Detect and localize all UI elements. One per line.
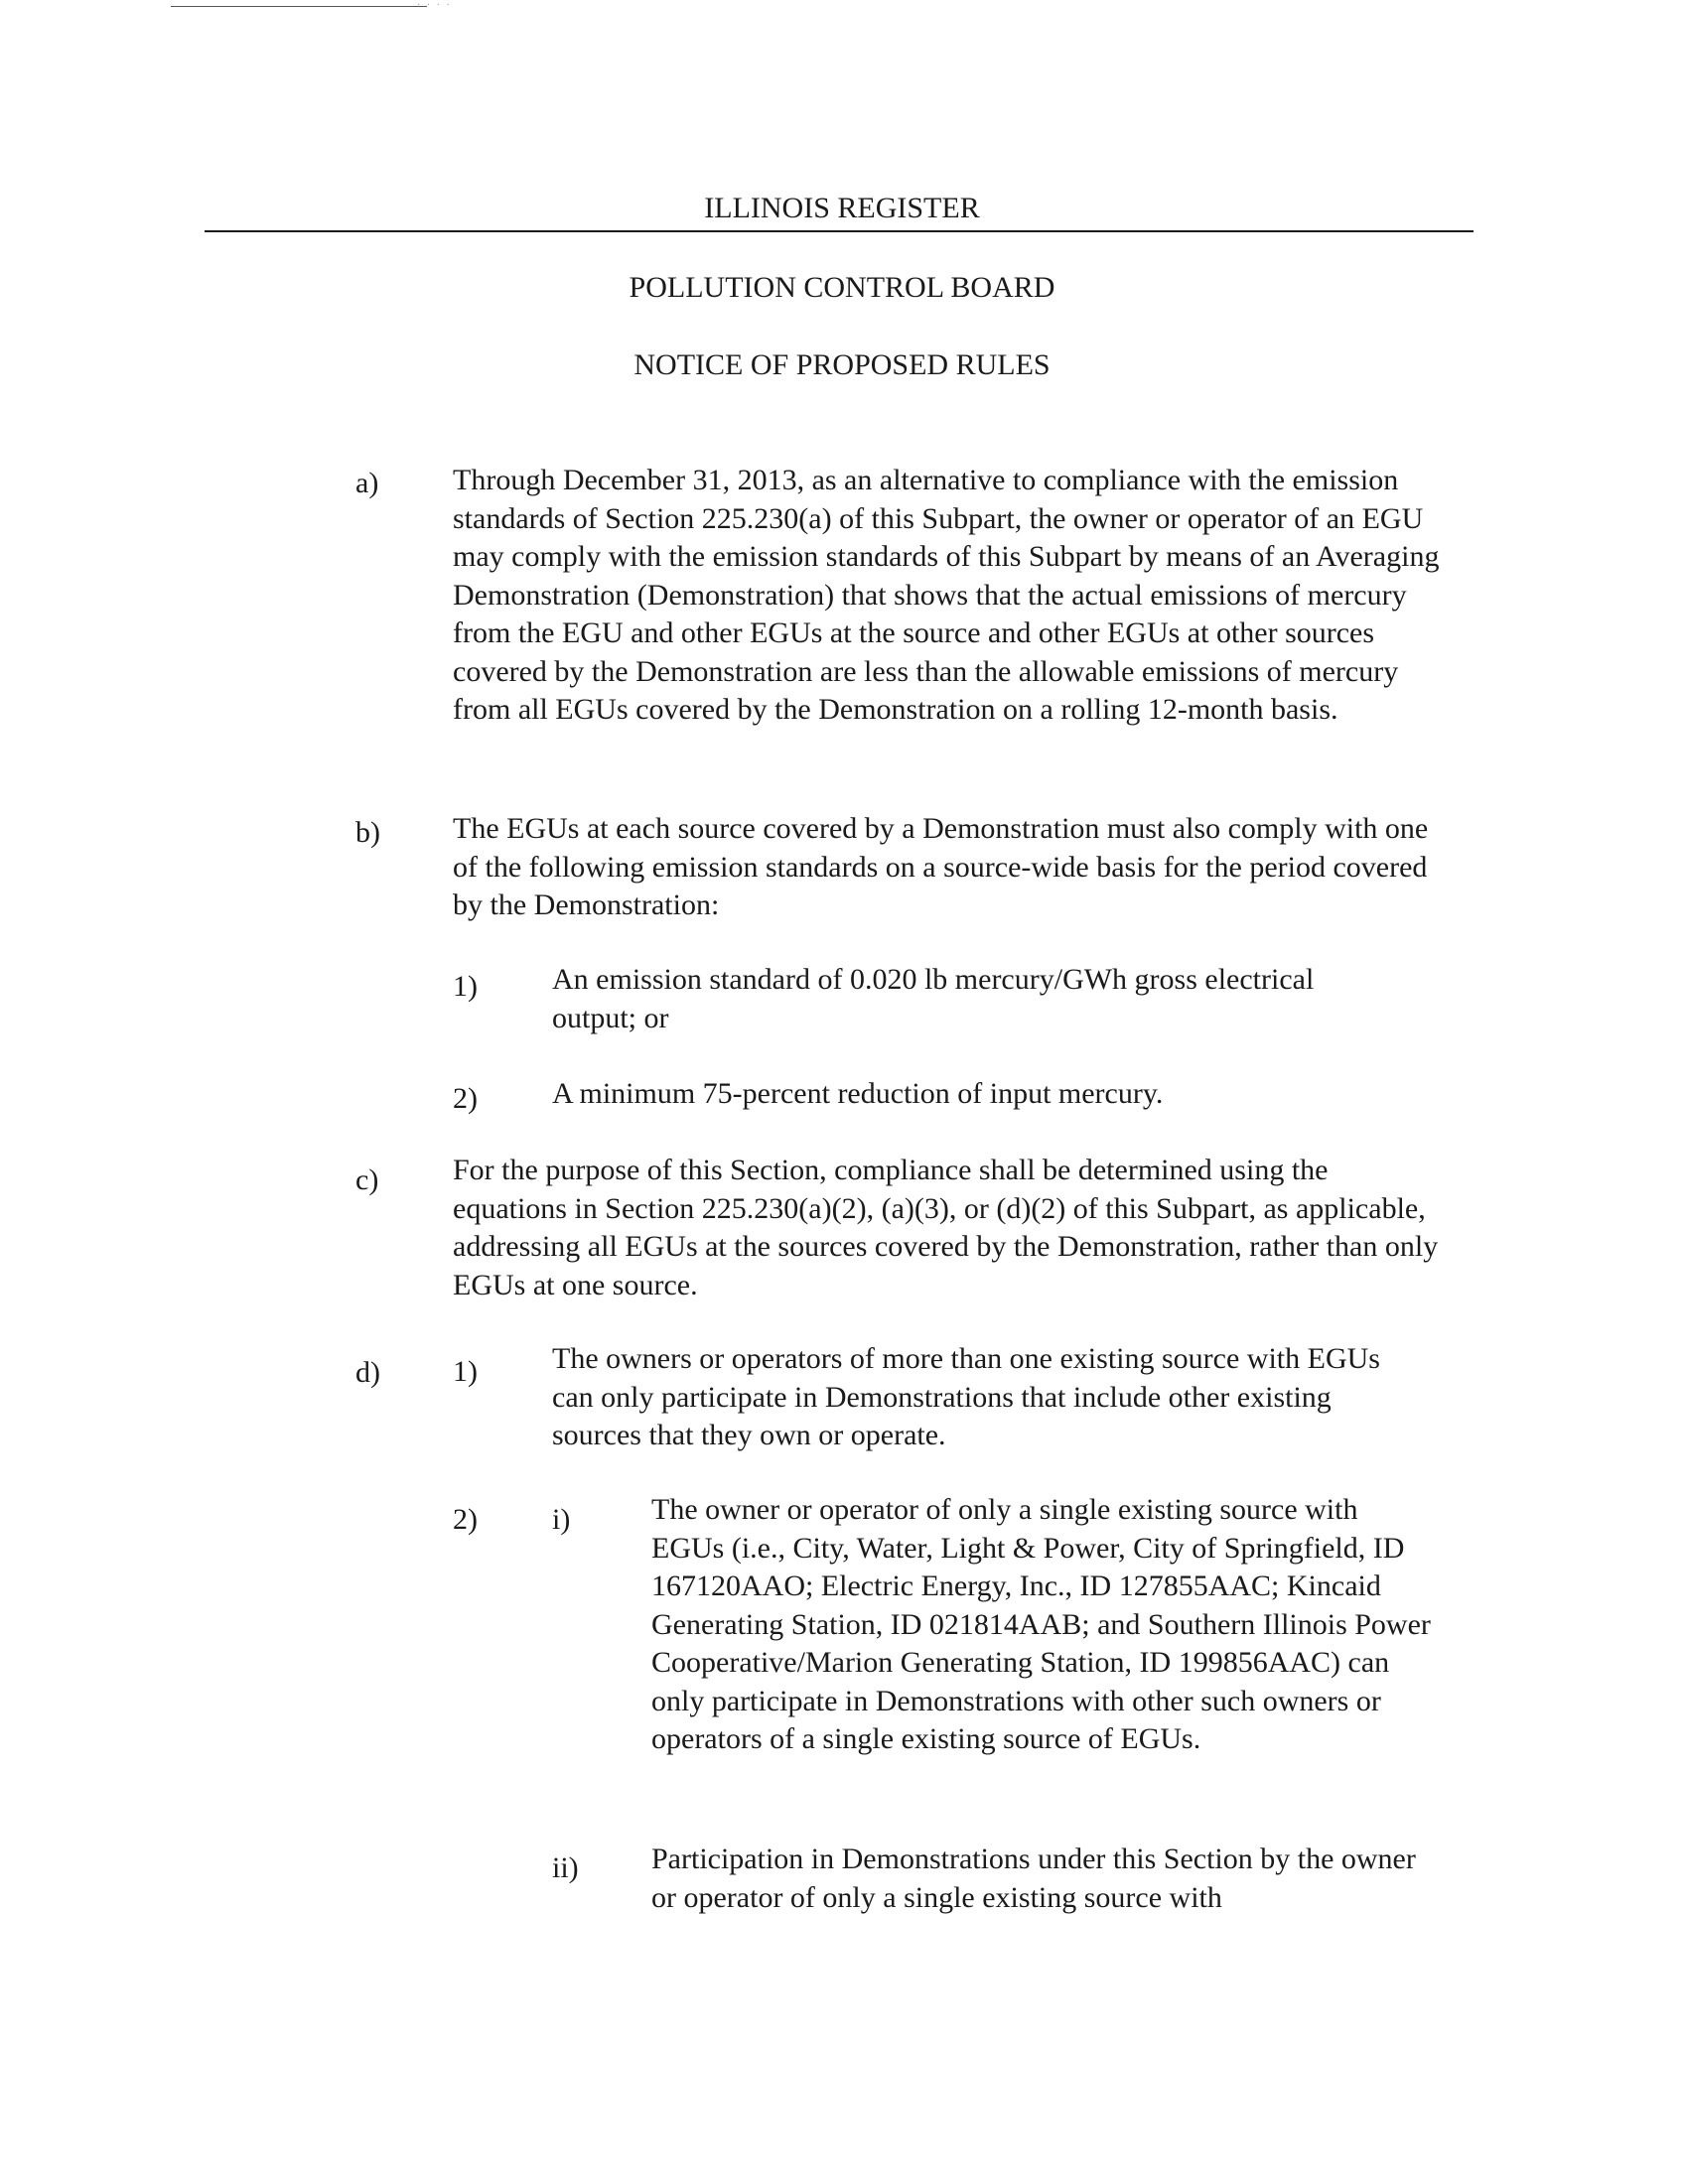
section-d-sub-ii-label: ii) xyxy=(552,1851,579,1884)
section-b-item-2-text: A minimum 75-percent reduction of input mercury. xyxy=(552,1077,1164,1110)
board-name: POLLUTION CONTROL BOARD xyxy=(629,271,1055,304)
section-b-text: The EGUs at each source covered by a Demonstration must also comply with one of the following emission standards on a source-wide basis for the period covered by the Demonstration: xyxy=(453,812,1429,921)
section-c-text: For the purpose of this Section, compliance shall be determined using the equations in Section 225.230(a)(2), (a)(3), or (d)(2) of this Subpart, as applicable, addressing all EGUs at the sources covered by the Demonstration, rather than only EGUs at one source. xyxy=(453,1154,1439,1301)
register-title: ILLINOIS REGISTER xyxy=(704,192,980,224)
header-rule xyxy=(205,230,1474,232)
section-d-sub-i-label: i) xyxy=(552,1503,571,1536)
section-d-label: d) xyxy=(355,1356,380,1389)
scan-artifact-rule xyxy=(171,6,427,7)
section-a-text: Through December 31, 2013, as an alternative to compliance with the emission standards of Section 225.230(a) of this Subpart, the owner or operator of an EGU may comply with the emission standards of this Subpart by means of an Averaging Demonstration (Demonstration) that shows that the actual emissions of mercury from the EGU and other EGUs at the source and other EGUs at other sources covered by the Demonstration are less than the allowable emissions of mercury from all EGUs covered by the Demonstration on a rolling 12-month basis. xyxy=(453,464,1440,726)
section-d-item-1-text: The owners or operators of more than one existing source with EGUs can only participate in Demonstrations that include other existing sources that they own or operate. xyxy=(552,1342,1380,1451)
section-c-label: c) xyxy=(355,1163,379,1196)
section-d-sub-i-text: The owner or operator of only a single existing source with EGUs (i.e., City, Water, Light & Power, City of Springfield, ID 167120AAO; Electric Energy, Inc., ID 127855AAC; Kincaid Generating Station, ID 021814AAB; and Southern Illinois Power Cooperative/Marion Generating Station, ID 199856AAC) can only participate in Demonstrations with other such owners or operators of a single existing source of EGUs. xyxy=(651,1493,1431,1755)
section-b-item-1-text: An emission standard of 0.020 lb mercury/GWh gross electrical output; or xyxy=(552,963,1315,1034)
section-d-sub-ii-text: Participation in Demonstrations under this Section by the owner or operator of only a single existing source with xyxy=(651,1843,1416,1914)
section-b-label: b) xyxy=(355,816,380,849)
notice-title: NOTICE OF PROPOSED RULES xyxy=(633,348,1051,381)
section-a-label: a) xyxy=(355,467,379,499)
scan-artifact-dots: · · · · xyxy=(417,0,452,11)
section-b-item-2-label: 2) xyxy=(453,1082,478,1115)
section-d-item-1-label: 1) xyxy=(453,1355,478,1388)
section-b-item-1-label: 1) xyxy=(453,970,478,1003)
section-d-item-2-label: 2) xyxy=(453,1503,478,1536)
